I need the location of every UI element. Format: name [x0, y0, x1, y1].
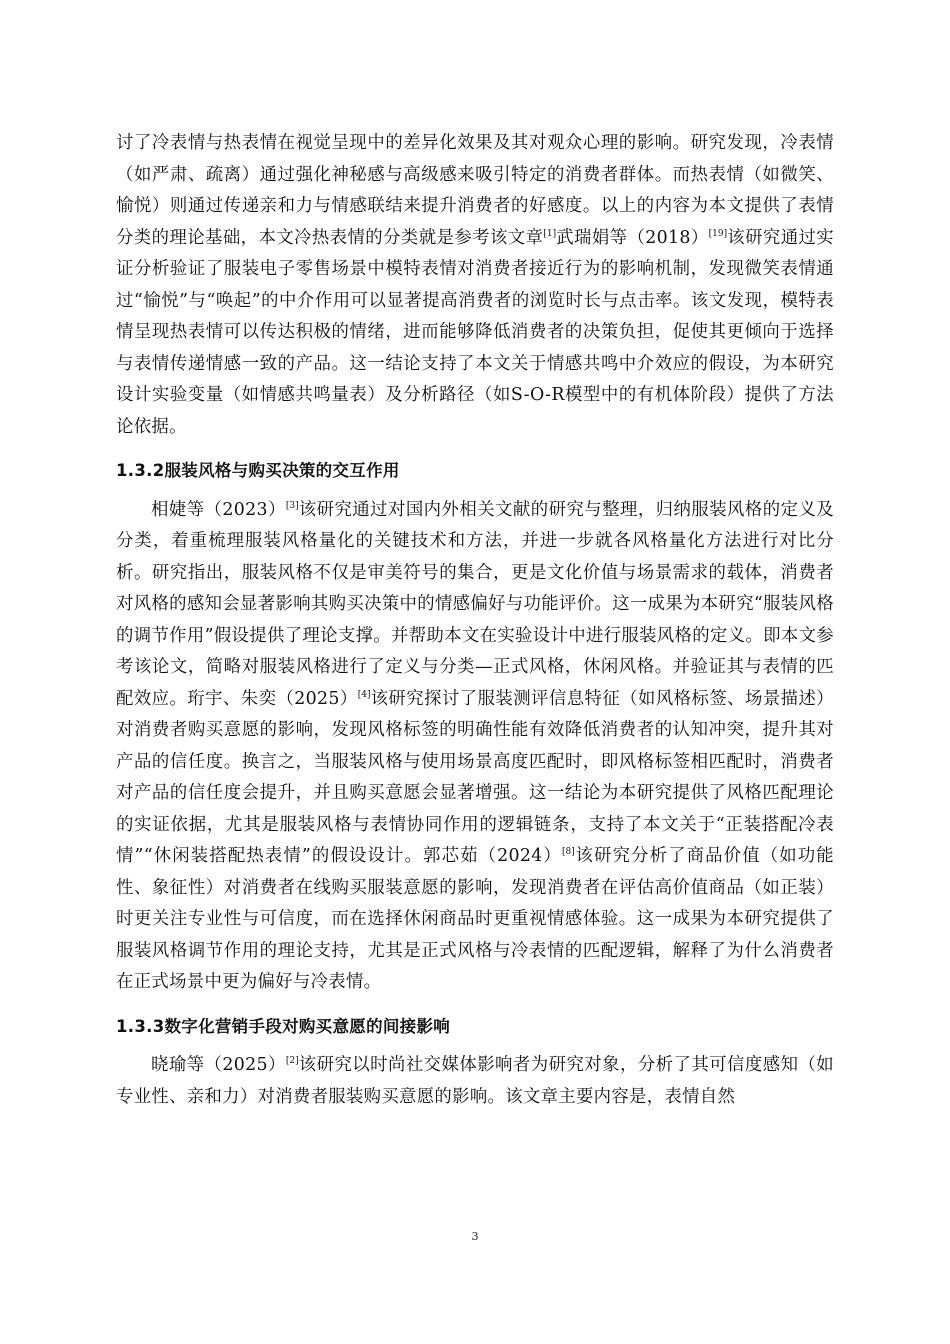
para-text: 该研究通过实证分析验证了服装电子零售场景中模特表情对消费者接近行为的影响机制，发现微笑表情通过“愉悦”与“唤起”的中介作用可以显著提高消费者的浏览时长与点击率。该文发现，模特表情呈现热表情可以传达积极的情绪，进而能够降低消费者的决策负担，促使其更倾向于选择与表情传递情感一致的产品。这一结论支持了本文关于情感共鸣中介效应的假设，为本研究设计实验变量（如情感共鸣量表）及分析路径（如S-O-R模型中的有机体阶段）提供了方法论依据。: [116, 227, 834, 437]
citation-ref: [1]: [543, 228, 557, 239]
citation-ref: [8]: [561, 847, 575, 858]
paragraph-clothing-style: [116, 495, 834, 999]
para-text: 该研究分析了商品价值（如功能性、象征性）对消费者在线购买服装意愿的影响，发现消费者在评估高价值商品（如正装）时更关注专业性与可信度，而在选择休闲商品时更重视情感体验。这一成果为本研究提供了服装风格调节作用的理论支持，尤其是正式风格与冷表情的匹配逻辑，解释了为什么消费者在正式场景中更为偏好与冷表情。: [116, 846, 834, 992]
para-text: 晓瑜等（2025）: [151, 1055, 286, 1075]
section-heading-1-3-2: 1.3.2服装风格与购买决策的交互作用: [116, 461, 400, 480]
citation-ref: [19]: [708, 228, 728, 239]
para-text: 该研究探讨了服装测评信息特征（如风格标签、场景描述）对消费者购买意愿的影响，发现风格标签的明确性能有效降低消费者的认知冲突，提升其对产品的信任度。换言之，当服装风格与使用场景高度匹配时，即风格标签相匹配时，消费者对产品的信任度会提升，并且购买意愿会显著增强。这一结论为本研究提供了风格匹配理论的实证依据，尤其是服装风格与表情协同作用的逻辑链条，支持了本文关于“正装搭配冷表情”“休闲装搭配热表情”的假设设计。郭芯茹（2024）: [116, 688, 834, 866]
para-text: 武瑞娟等（2018）: [556, 227, 709, 248]
para-text: 该研究通过对国内外相关文献的研究与整理，归纳服装风格的定义及分类，着重梳理服装风格量化的关键技术和方法，并进一步就各风格量化方法进行对比分析。研究指出，服装风格不仅是审美符号的集合，更是文化价值与场景需求的载体，消费者对风格的感知会显著影响其购买决策中的情感偏好与功能评价。这一成果为本研究“服装风格的调节作用”假设提供了理论支撑。并帮助本文在实验设计中进行服装风格的定义。即本文参考该论文，简略对服装风格进行了定义与分类—正式风格，休闲风格。并验证其与表情的匹配效应。珩宇、朱奕（2025）: [116, 499, 834, 709]
para-text: 相婕等（2023）: [151, 499, 286, 520]
citation-ref: [3]: [285, 500, 299, 511]
citation-ref: [4]: [357, 689, 371, 700]
para-text: 该研究以时尚社交媒体影响者为研究对象，分析了其可信度感知（如专业性、亲和力）对消费者服装购买意愿的影响。该文章主要内容是，表情自然: [116, 1055, 834, 1107]
citation-ref: [2]: [285, 1056, 299, 1067]
paragraph-expression-literature: [116, 128, 834, 443]
page-number: 3: [471, 1230, 479, 1243]
para-text: 讨了冷表情与热表情在视觉呈现中的差异化效果及其对观众心理的影响。研究发现，冷表情（如严肃、疏离）通过强化神秘感与高级感来吸引特定的消费者群体。而热表情（如微笑、愉悦）则通过传递亲和力与情感联结来提升消费者的好感度。以上的内容为本文提供了表情分类的理论基础，本文冷热表情的分类就是参考该文章: [116, 133, 834, 248]
paragraph-digital-marketing: [116, 1050, 834, 1113]
section-heading-1-3-3: 1.3.3数字化营销手段对购买意愿的间接影响: [116, 1016, 451, 1036]
page-body: [116, 128, 834, 1113]
